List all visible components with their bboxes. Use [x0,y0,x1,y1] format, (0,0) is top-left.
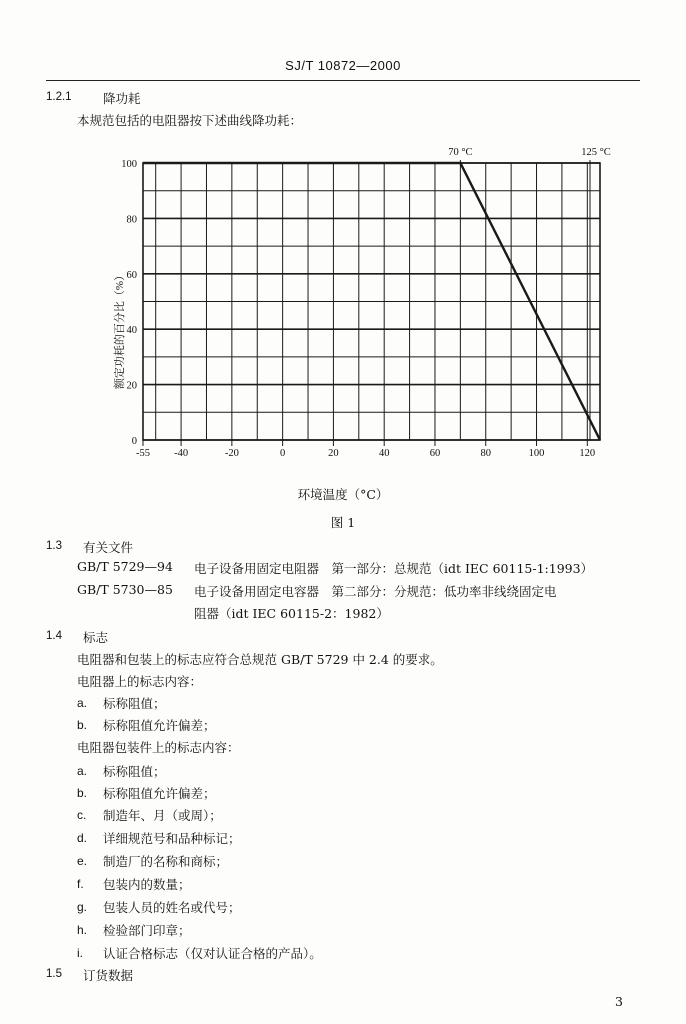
x-axis-title: 环境温度（°C） [297,487,389,502]
list-item: 制造厂的名称和商标； [103,854,229,869]
ref-text: 电子设备用固定电阻器 第一部分：总规范（idt IEC 60115-1:1993） [194,561,594,576]
list-item-letter: f. [77,877,84,891]
ref-text: 电子设备用固定电容器 第二部分：分规范：低功率非线绕固定电 [194,584,557,599]
paragraph: 电阻器上的标志内容： [77,674,203,689]
section-number-1-5: 1.5 [46,968,62,980]
list-item: 标称阻值允许偏差； [103,718,216,733]
list-item: 认证合格标志（仅对认证合格的产品）。 [103,946,322,961]
section-number-1-2-1: 1.2.1 [46,91,72,103]
section-title-1-3: 有关文件 [83,540,134,555]
list-item: 检验部门印章； [103,923,191,938]
list-item: 详细规范号和品种标记； [103,831,241,846]
section-title-1-5: 订货数据 [83,968,134,983]
section-number-1-3: 1.3 [46,540,62,552]
y-tick-label: 100 [121,159,137,170]
y-tick-label: 80 [126,214,137,226]
list-item: 包装内的数量； [103,877,191,892]
section-number-1-4: 1.4 [46,630,62,642]
ref-code: GB/T 5730—85 [77,582,173,597]
list-item: 标称阻值允许偏差； [103,786,216,801]
list-item-letter: a. [77,764,88,778]
list-item-letter: c. [77,808,87,822]
x-tick-label: 80 [480,448,491,459]
list-item-letter: e. [77,854,88,868]
section-title-1-2-1: 降功耗 [103,91,141,106]
y-tick-label: 60 [126,269,137,281]
ref-code: GB/T 5729—94 [77,559,173,574]
list-item: 标称阻值； [103,696,166,711]
list-item-letter: d. [77,831,88,845]
list-item: 标称阻值； [103,764,166,779]
section-title-1-4: 标志 [83,630,109,645]
list-item-letter: i. [77,946,83,960]
x-tick-label: 60 [429,448,441,459]
y-axis-title: 额定功耗的百分比（%） [114,269,126,390]
annotation-70c: 70 °C [448,147,473,158]
annotation-125c: 125 °C [581,147,611,158]
x-tick-label: 120 [579,448,596,459]
list-item-letter: b. [77,786,88,800]
x-tick-label: -55 [136,448,150,459]
x-tick-label: 100 [528,448,545,459]
y-tick-label: 0 [131,436,137,447]
x-tick-label: 0 [280,448,286,459]
list-item: 包装人员的姓名或代号； [103,900,241,915]
x-tick-label: -40 [174,448,189,459]
x-tick-label: -20 [224,448,239,459]
list-item-letter: a. [77,696,88,710]
running-header: SJ/T 10872—2000 [285,58,401,73]
y-tick-label: 40 [126,325,137,337]
ref-text-continued: 阻器（idt IEC 60115-2：1982） [194,606,389,621]
paragraph: 电阻器包装件上的标志内容： [77,740,240,755]
x-tick-label: 20 [328,448,339,459]
page-number: 3 [615,994,623,1009]
y-tick-label: 20 [126,380,137,392]
section-intro-1-2-1: 本规范包括的电阻器按下述曲线降功耗： [77,113,303,128]
list-item: 制造年、月（或周）； [103,808,222,823]
figure-caption: 图 1 [330,515,356,530]
list-item-letter: g. [77,900,88,914]
paragraph: 电阻器和包装上的标志应符合总规范 GB/T 5729 中 2.4 的要求。 [77,652,443,667]
list-item-letter: b. [77,718,88,732]
x-tick-label: 40 [378,448,390,459]
list-item-letter: h. [77,923,88,937]
